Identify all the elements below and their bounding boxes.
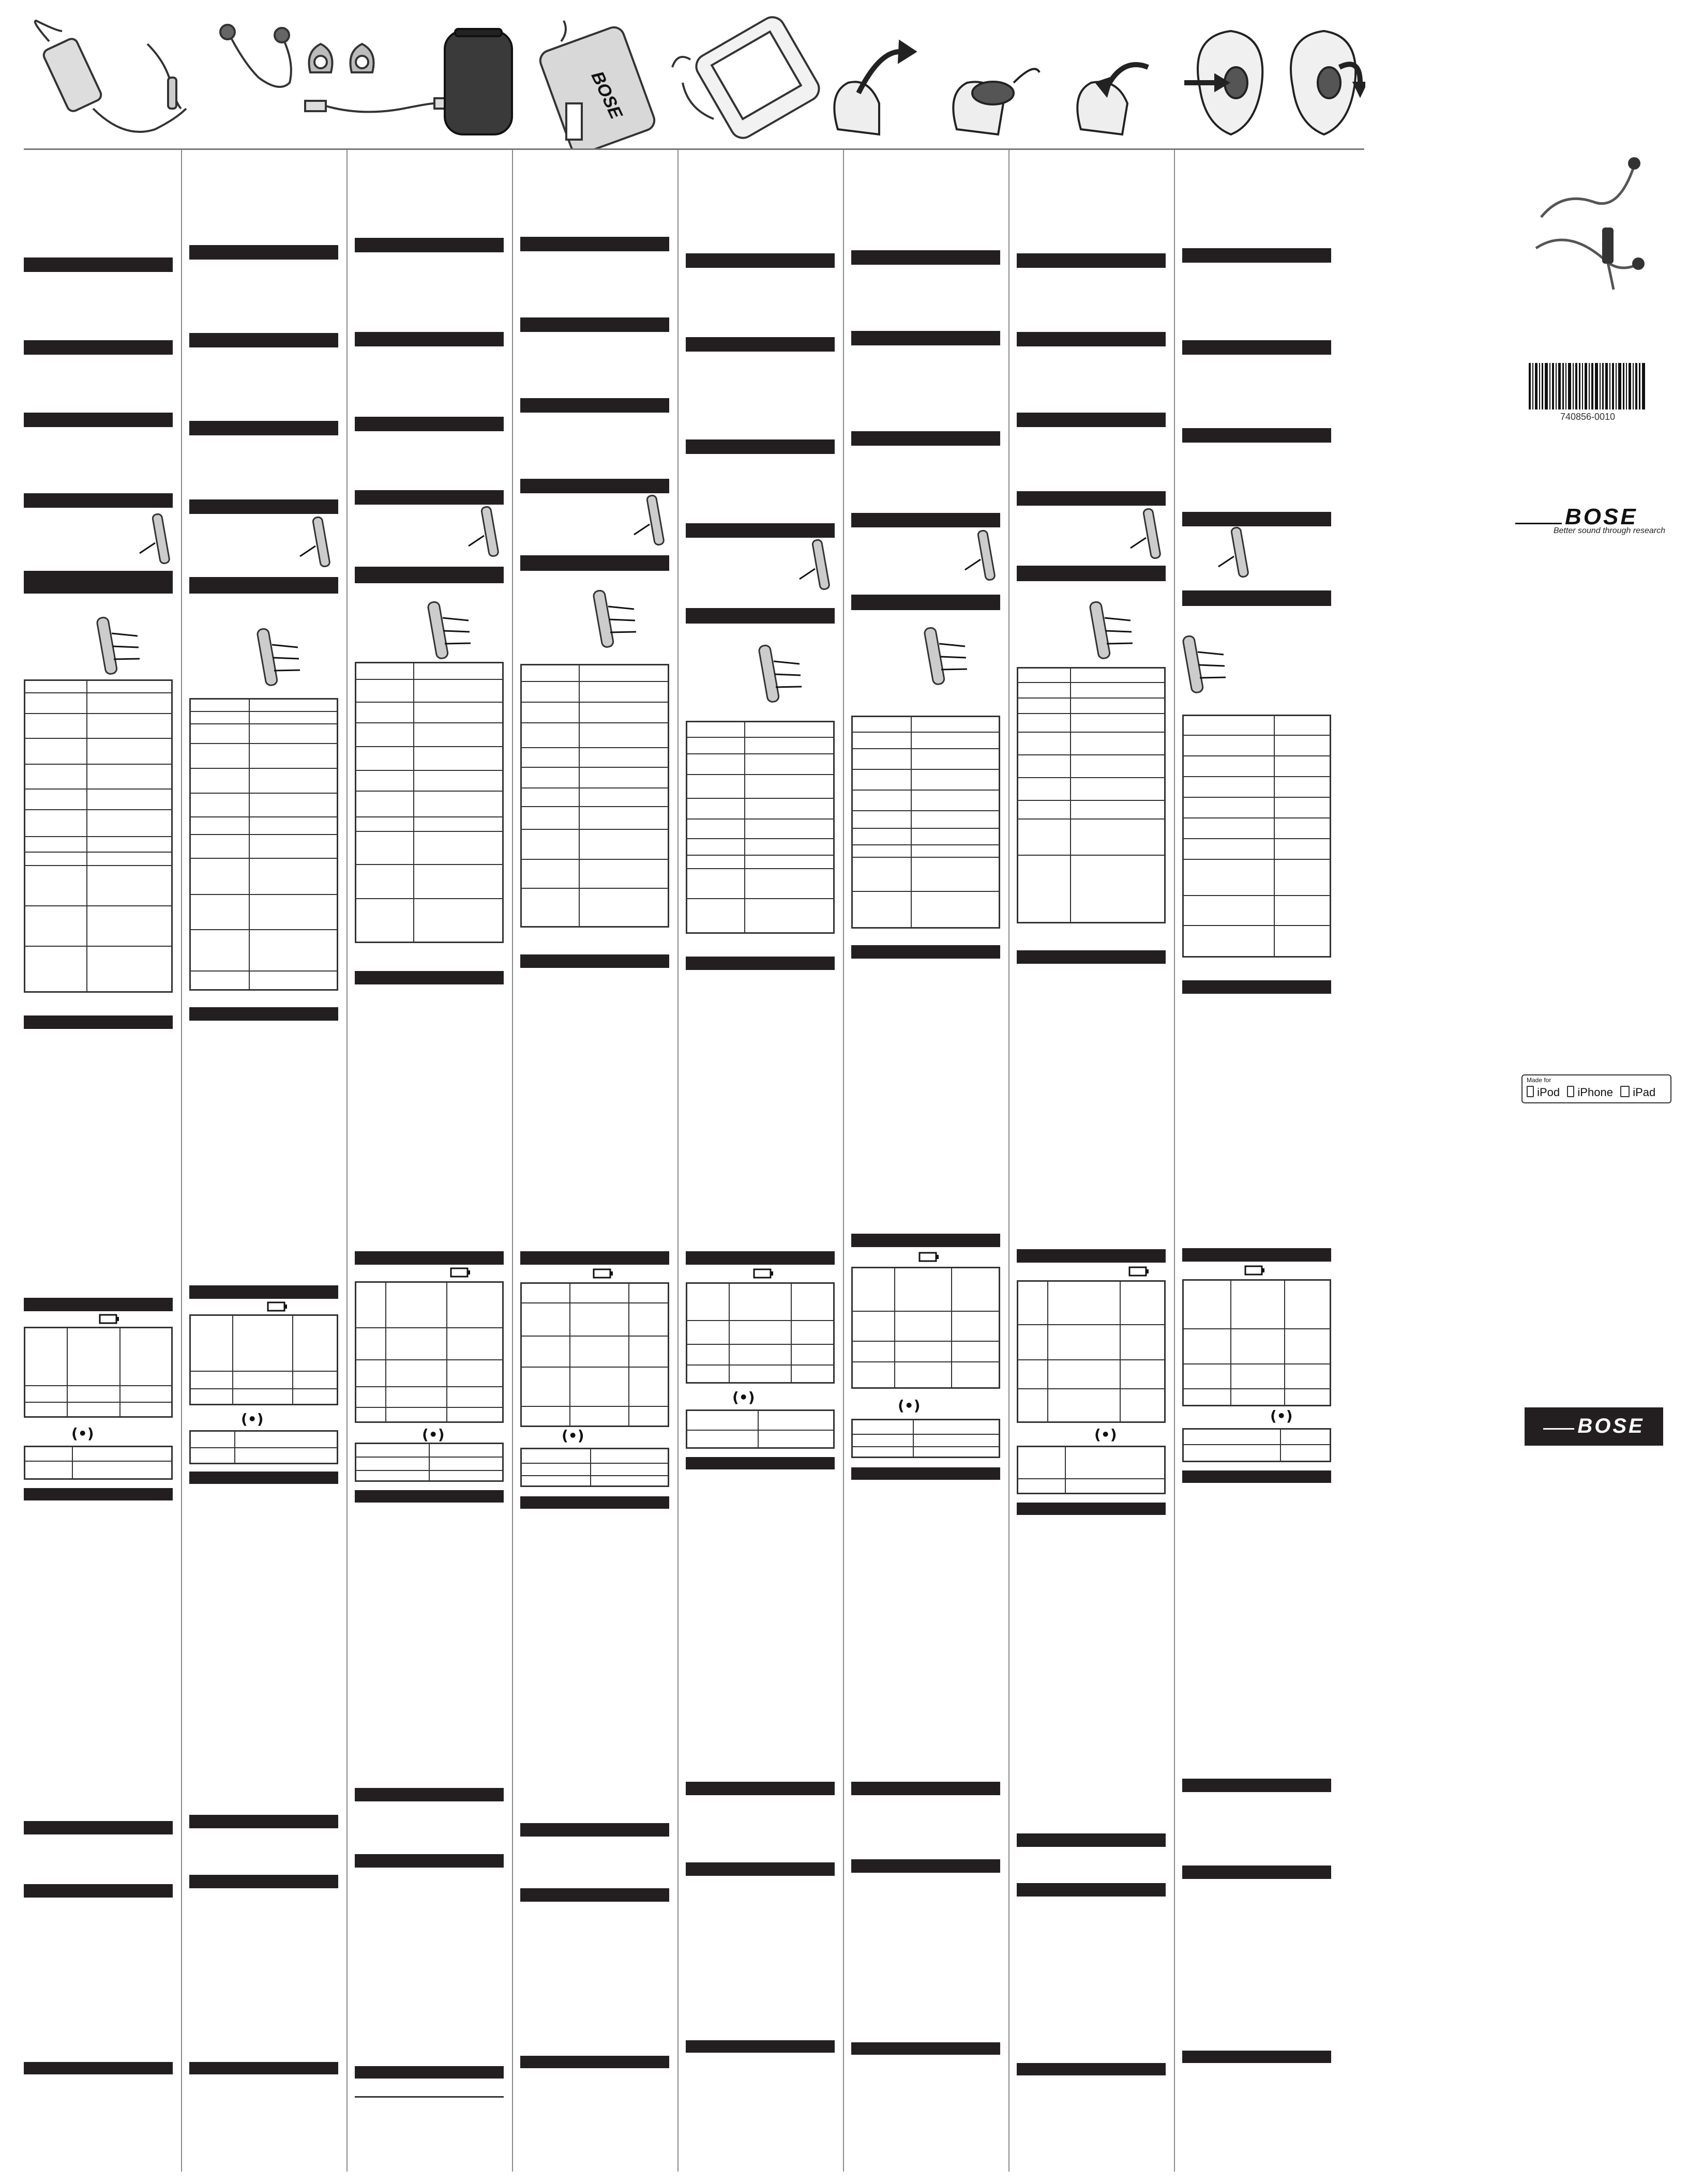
section-heading-bar (851, 595, 1000, 610)
control-module-power-icon (537, 21, 657, 150)
language-column-5 (686, 150, 851, 2172)
battery-icon (450, 1267, 472, 1278)
section-heading-bar (1017, 253, 1166, 268)
bluetooth-wave-icon: (•) (1094, 1426, 1117, 1443)
section-heading-bar (686, 337, 835, 352)
remote-control-icon (632, 493, 668, 550)
remote-control-icon (797, 538, 834, 595)
barcode (1529, 363, 1648, 410)
language-column-4 (520, 150, 686, 2172)
function-table (1017, 667, 1166, 923)
function-table (851, 716, 1000, 929)
bluetooth-wave-icon: (•) (71, 1425, 94, 1442)
carry-case-icon (445, 29, 512, 134)
signal-status-table (851, 1419, 1000, 1458)
section-heading-bar (686, 957, 835, 970)
section-heading-bar (1017, 1249, 1166, 1263)
illustration-strip (0, 0, 1365, 150)
section-heading-bar (851, 250, 1000, 265)
section-heading-bar (520, 237, 669, 251)
section-heading-bar (355, 332, 504, 346)
function-table (189, 698, 338, 991)
barcode-number: 740856-0010 (1560, 412, 1616, 422)
section-heading-bar (851, 1467, 1000, 1480)
section-heading-bar (520, 1251, 669, 1265)
section-heading-bar (520, 954, 669, 968)
usb-cable-icon (305, 98, 450, 112)
section-heading-bar (24, 1884, 173, 1898)
section-heading-bar (189, 333, 338, 347)
mfi-item-ipod: iPod (1537, 1086, 1560, 1099)
made-for-ipod-iphone-ipad-badge (1521, 1074, 1671, 1103)
remote-buttons-icon (257, 627, 303, 689)
remote-buttons-icon (427, 600, 474, 662)
mfi-item-ipad: iPad (1633, 1086, 1656, 1099)
iphone-icon (1567, 1086, 1574, 1097)
language-column-7 (1017, 150, 1182, 2172)
battery-status-table (686, 1282, 835, 1384)
product-headphones-control-module-icon (35, 21, 186, 132)
bluetooth-wave-icon: (•) (1270, 1407, 1293, 1424)
bluetooth-wave-icon: (•) (732, 1389, 755, 1406)
section-heading-bar (189, 577, 338, 594)
signal-status-table (686, 1409, 835, 1449)
section-heading-bar (1017, 566, 1166, 581)
language-column-6 (851, 150, 1017, 2172)
signal-status-table (355, 1443, 504, 1482)
section-heading-bar (1182, 1248, 1331, 1262)
remote-buttons-icon (96, 615, 143, 677)
section-heading-bar (189, 1472, 338, 1484)
language-column-8 (1182, 150, 1348, 2172)
section-heading-bar (24, 413, 173, 427)
battery-icon (918, 1251, 940, 1263)
section-heading-bar (355, 1854, 504, 1868)
section-heading-bar (355, 971, 504, 984)
signal-status-table (1182, 1428, 1331, 1462)
signal-status-table (1017, 1446, 1166, 1494)
section-heading-bar (1182, 2051, 1331, 2063)
section-heading-bar (1182, 1470, 1331, 1483)
section-heading-bar (355, 490, 504, 505)
remote-control-icon (466, 505, 503, 562)
bluetooth-wave-icon: (•) (241, 1410, 264, 1428)
language-column-2 (189, 150, 355, 2172)
section-heading-bar (686, 1251, 835, 1265)
section-heading-bar (851, 331, 1000, 345)
section-heading-bar (189, 499, 338, 514)
section-heading-bar (355, 1490, 504, 1503)
section-heading-bar (686, 2040, 835, 2053)
section-heading-bar (520, 1888, 669, 1902)
battery-status-table (1017, 1280, 1166, 1423)
section-heading-bar (189, 1875, 338, 1888)
section-heading-bar (1017, 1833, 1166, 1847)
eartip-insert-step2-icon (953, 69, 1039, 134)
battery-icon (267, 1301, 289, 1312)
section-heading-bar (851, 2042, 1000, 2055)
section-heading-bar (686, 608, 835, 624)
function-table (355, 662, 504, 943)
eartip-insert-step1-icon (834, 41, 915, 134)
section-heading-bar (1017, 413, 1166, 427)
section-heading-bar (686, 523, 835, 538)
section-heading-bar (851, 1234, 1000, 1247)
section-heading-bar (686, 1862, 835, 1876)
section-heading-bar (1017, 1503, 1166, 1515)
bose-logo-block (1525, 1407, 1663, 1446)
section-heading-bar (520, 479, 669, 493)
function-table (520, 664, 669, 928)
mfi-item-iphone: iPhone (1577, 1086, 1613, 1099)
section-heading-bar (24, 1298, 173, 1311)
battery-status-table (189, 1314, 338, 1405)
battery-icon (593, 1268, 614, 1279)
function-table (1182, 715, 1331, 958)
signal-status-table (189, 1430, 338, 1464)
section-heading-bar (1182, 248, 1331, 263)
function-table (24, 679, 173, 993)
battery-icon (753, 1268, 775, 1279)
product-photo (1531, 134, 1650, 300)
footnote-rule (355, 2096, 504, 2098)
remote-buttons-icon (593, 588, 639, 650)
bluetooth-wave-icon: (•) (562, 1427, 584, 1444)
section-heading-bar (851, 945, 1000, 959)
section-heading-bar (189, 1285, 338, 1299)
section-heading-bar (355, 2066, 504, 2079)
earbuds-icon (220, 25, 291, 87)
signal-status-table (24, 1446, 173, 1480)
section-heading-bar (1017, 332, 1166, 346)
bluetooth-wave-icon: (•) (422, 1426, 445, 1443)
section-heading-bar (686, 1457, 835, 1469)
section-heading-bar (24, 340, 173, 355)
remote-buttons-icon (924, 626, 970, 688)
section-heading-bar (686, 439, 835, 454)
section-heading-bar (1182, 1779, 1331, 1792)
remote-control-icon (298, 515, 334, 572)
section-heading-bar (851, 513, 1000, 527)
section-heading-bar (24, 2062, 173, 2074)
section-heading-bar (355, 238, 504, 252)
section-heading-bar (24, 571, 173, 594)
section-heading-bar (355, 1788, 504, 1801)
remote-control-icon (138, 512, 174, 569)
battery-icon (99, 1313, 120, 1325)
section-heading-bar (24, 1488, 173, 1500)
remote-control-icon (1128, 507, 1165, 564)
battery-icon (1128, 1266, 1150, 1277)
section-heading-bar (24, 493, 173, 508)
ipad-icon (1620, 1086, 1630, 1097)
section-heading-bar (851, 431, 1000, 446)
section-heading-bar (1017, 2063, 1166, 2075)
section-heading-bar (1182, 1866, 1331, 1879)
remote-buttons-icon (1089, 600, 1136, 662)
section-heading-bar (520, 1496, 669, 1509)
section-heading-bar (520, 2056, 669, 2068)
section-heading-bar (1017, 1883, 1166, 1897)
remote-control-icon (963, 528, 999, 585)
section-heading-bar (355, 567, 504, 583)
section-heading-bar (355, 417, 504, 431)
section-heading-bar (851, 1859, 1000, 1873)
bluetooth-wave-icon: (•) (898, 1397, 921, 1414)
section-heading-bar (686, 253, 835, 268)
battery-status-table (851, 1267, 1000, 1389)
section-heading-bar (1182, 340, 1331, 355)
section-heading-bar (851, 1782, 1000, 1795)
section-heading-bar (24, 1015, 173, 1029)
section-heading-bar (1017, 491, 1166, 506)
section-heading-bar (1182, 512, 1331, 526)
section-heading-bar (1182, 980, 1331, 994)
right-panel (1500, 119, 1676, 1929)
battery-status-table (520, 1282, 669, 1427)
section-heading-bar (189, 1815, 338, 1828)
remote-control-icon (1216, 525, 1253, 582)
section-heading-bar (520, 398, 669, 413)
battery-status-table (24, 1327, 173, 1418)
remote-buttons-icon (758, 643, 805, 705)
section-heading-bar (189, 1007, 338, 1021)
signal-status-table (520, 1448, 669, 1487)
ear-fit-step2-icon (1291, 31, 1365, 134)
section-heading-bar (1017, 950, 1166, 964)
battery-icon (1244, 1265, 1266, 1276)
section-heading-bar (189, 2062, 338, 2074)
language-column-1 (24, 150, 189, 2172)
section-heading-bar (1182, 590, 1331, 606)
section-heading-bar (355, 1251, 504, 1265)
language-column-3 (355, 150, 520, 2172)
ipod-icon (1527, 1086, 1534, 1097)
bose-logo: BOSE (1515, 504, 1638, 530)
module-brand-text: BOSE (587, 68, 626, 122)
battery-status-table (1182, 1279, 1331, 1406)
eartips-icon (309, 44, 374, 72)
function-table (686, 721, 835, 934)
section-heading-bar (520, 1823, 669, 1837)
section-heading-bar (686, 1782, 835, 1795)
battery-status-table (355, 1281, 504, 1423)
phone-connect-icon (672, 13, 823, 143)
section-heading-bar (1182, 428, 1331, 443)
eartip-insert-step3-icon (1077, 65, 1148, 134)
bose-logo-block-text: BOSE (1525, 1415, 1663, 1438)
section-heading-bar (189, 421, 338, 435)
section-heading-bar (189, 245, 338, 260)
bose-tagline: Better sound through research (1553, 526, 1665, 535)
section-heading-bar (520, 317, 669, 332)
section-heading-bar (24, 257, 173, 272)
section-heading-bar (520, 555, 669, 571)
ear-fit-step1-icon (1184, 31, 1262, 134)
section-heading-bar (24, 1821, 173, 1834)
remote-buttons-icon (1182, 634, 1229, 696)
mfi-made-for-label: Made for (1527, 1076, 1551, 1084)
